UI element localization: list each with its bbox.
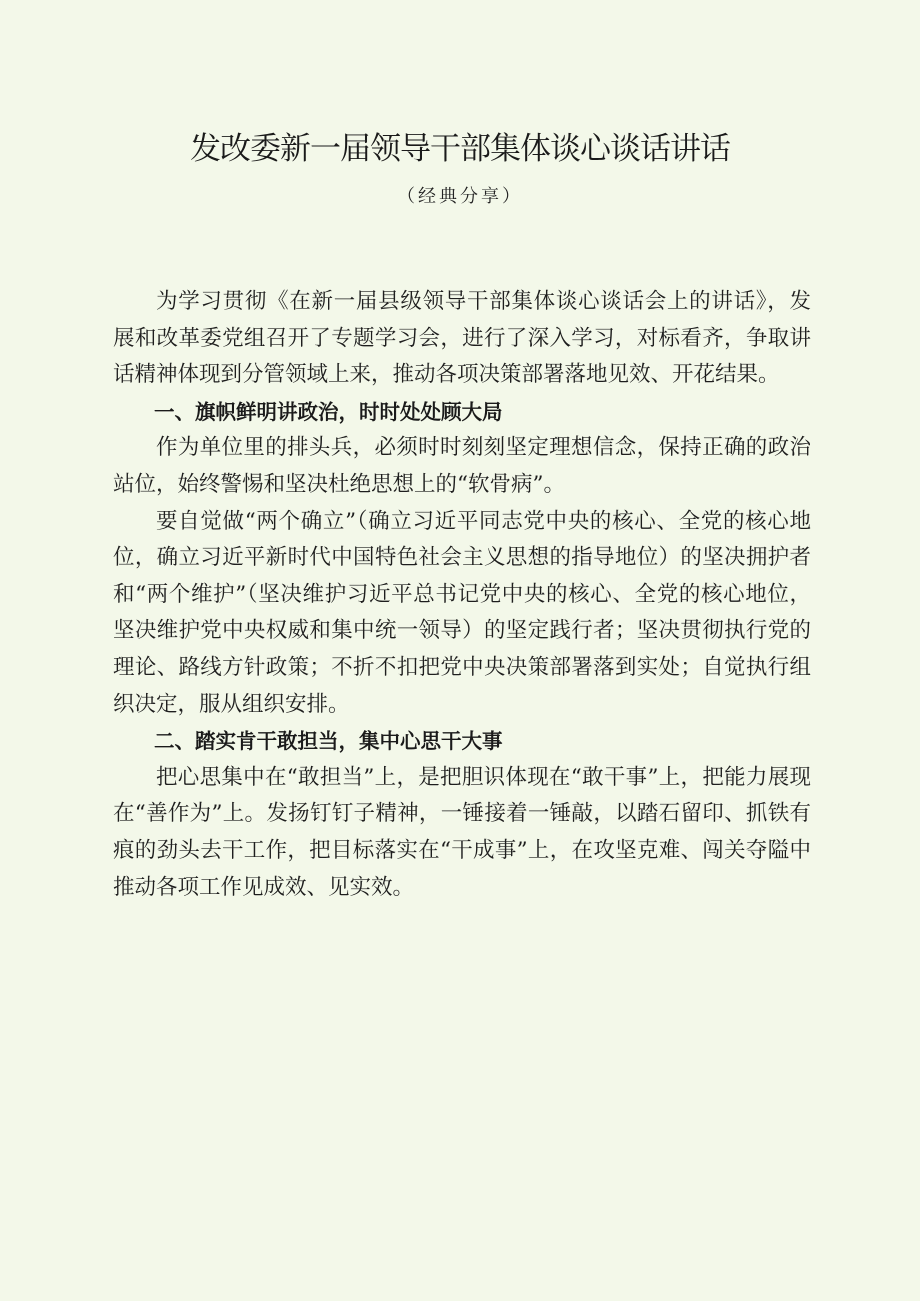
document-title: 发改委新一届领导干部集体谈心谈话讲话 — [190, 131, 730, 167]
section-heading-1: 一、旗帜鲜明讲政治，时时处处顾大局 — [154, 399, 503, 424]
document-body — [113, 284, 811, 906]
section-1-paragraph-1: 作为单位里的排头兵，必须时时刻刻坚定理想信念，保持正确的政治站位，始终警惕和坚决杜绝思想上的“软骨病”。 — [113, 435, 811, 497]
section-2-paragraph-1: 把心思集中在“敢担当”上，是把胆识体现在“敢干事”上，把能力展现在“善作为”上。发扬钉钉子精神，一锤接着一锤敲，以踏石留印、抓铁有痕的劲头去干工作，把目标落实在“干成事”上，在攻坚克难、闯关夺隘中推动各项工作见成效、见实效。 — [113, 764, 811, 900]
document-subtitle: （经典分享） — [397, 186, 523, 207]
intro-paragraph: 为学习贯彻《在新一届县级领导干部集体谈心谈话会上的讲话》，发展和改革委党组召开了专题学习会，进行了深入学习，对标看齐，争取讲话精神体现到分管领域上来，推动各项决策部署落地见效、开花结果。 — [113, 289, 811, 388]
section-1-paragraph-2: 要自觉做“两个确立”（确立习近平同志党中央的核心、全党的核心地位，确立习近平新时代中国特色社会主义思想的指导地位）的坚决拥护者和“两个维护”（坚决维护习近平总书记党中央的核心、全党的核心地位，坚决维护党中央权威和集中统一领导）的坚定践行者；坚决贯彻执行党的理论、路线方针政策；不折不扣把党中央决策部署落到实处；自觉执行组织决定，服从组织安排。 — [113, 508, 811, 717]
section-heading-2: 二、踏实肯干敢担当，集中心思干大事 — [154, 729, 503, 754]
